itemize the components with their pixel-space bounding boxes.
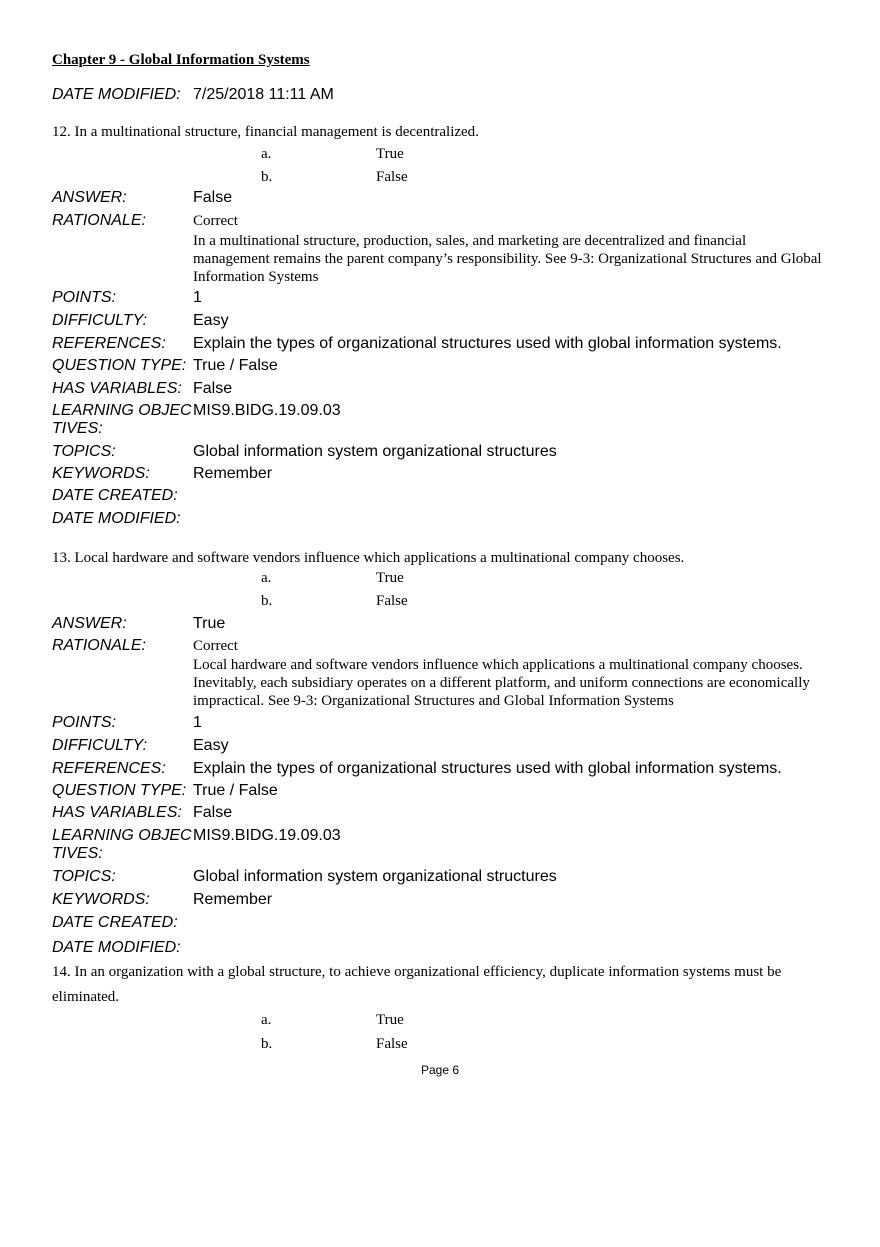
keywords-label: KEYWORDS: xyxy=(52,465,150,482)
question-text: 12. In a multinational structure, financial management is decentralized. xyxy=(52,124,479,140)
question-type-label: QUESTION TYPE: xyxy=(52,357,187,374)
rationale-label: RATIONALE: xyxy=(52,637,146,654)
difficulty-value: Easy xyxy=(193,737,229,754)
difficulty-label: DIFFICULTY: xyxy=(52,312,148,329)
header-date-modified-label: DATE MODIFIED: xyxy=(52,86,181,103)
learning-objectives-value: MIS9.BIDG.19.09.03 xyxy=(193,402,341,419)
option-letter: a. xyxy=(261,570,272,586)
date-created-label: DATE CREATED: xyxy=(52,914,178,931)
option-text: False xyxy=(376,593,408,609)
learning-objectives-label-2: TIVES: xyxy=(52,845,103,862)
learning-objectives-label-2: TIVES: xyxy=(52,420,103,437)
option-letter: b. xyxy=(261,169,273,185)
date-modified-label: DATE MODIFIED: xyxy=(52,939,181,956)
points-label: POINTS: xyxy=(52,289,117,306)
chapter-title: Chapter 9 - Global Information Systems xyxy=(52,52,310,68)
option-text: True xyxy=(376,570,404,586)
learning-objectives-value: MIS9.BIDG.19.09.03 xyxy=(193,827,341,844)
references-label: REFERENCES: xyxy=(52,760,166,777)
answer-label: ANSWER: xyxy=(52,615,127,632)
has-variables-value: False xyxy=(193,380,233,397)
topics-label: TOPICS: xyxy=(52,443,116,460)
answer-value: True xyxy=(193,615,226,632)
question-type-value: True / False xyxy=(193,782,278,799)
option-letter: b. xyxy=(261,593,273,609)
difficulty-value: Easy xyxy=(193,312,229,329)
question-text: 14. In an organization with a global structure, to achieve organizational efficiency, duplicate information systems must be eliminated. xyxy=(52,964,782,1005)
option-text: True xyxy=(376,1012,404,1028)
rationale-body: In a multinational structure, production, sales, and marketing are decentralized and financial management remains the parent company’s responsibility. See 9-3: Organizational Structures and Global Information Systems xyxy=(193,233,822,285)
rationale-body: Local hardware and software vendors influence which applications a multinational company chooses. Inevitably, each subsidiary operates on a different platform, and uniform connections are economically impractical. See 9-3: Organizational Structures and Global Information Systems xyxy=(193,657,810,709)
keywords-value: Remember xyxy=(193,891,273,908)
has-variables-value: False xyxy=(193,804,233,821)
option-text: False xyxy=(376,1036,408,1052)
points-label: POINTS: xyxy=(52,714,117,731)
has-variables-label: HAS VARIABLES: xyxy=(52,804,182,821)
header-date-modified-value: 7/25/2018 11:11 AM xyxy=(193,86,334,103)
option-letter: b. xyxy=(261,1036,273,1052)
keywords-value: Remember xyxy=(193,465,273,482)
option-letter: a. xyxy=(261,1012,272,1028)
rationale-label: RATIONALE: xyxy=(52,212,146,229)
date-modified-label: DATE MODIFIED: xyxy=(52,510,181,527)
topics-value: Global information system organizational structures xyxy=(193,443,557,460)
points-value: 1 xyxy=(193,289,202,306)
answer-label: ANSWER: xyxy=(52,189,127,206)
question-type-label: QUESTION TYPE: xyxy=(52,782,187,799)
option-text: True xyxy=(376,146,404,162)
rationale-head: Correct xyxy=(193,213,238,229)
references-value: Explain the types of organizational structures used with global information systems. xyxy=(193,335,782,352)
references-value: Explain the types of organizational structures used with global information systems. xyxy=(193,760,782,777)
answer-value: False xyxy=(193,189,233,206)
learning-objectives-label-1: LEARNING OBJEC xyxy=(52,402,192,419)
option-letter: a. xyxy=(261,146,272,162)
page-number: Page 6 xyxy=(420,1063,460,1077)
difficulty-label: DIFFICULTY: xyxy=(52,737,148,754)
references-label: REFERENCES: xyxy=(52,335,166,352)
option-text: False xyxy=(376,169,408,185)
question-text: 13. Local hardware and software vendors influence which applications a multinational company chooses. xyxy=(52,550,685,566)
topics-value: Global information system organizational structures xyxy=(193,868,557,885)
rationale-head: Correct xyxy=(193,638,238,654)
has-variables-label: HAS VARIABLES: xyxy=(52,380,182,397)
points-value: 1 xyxy=(193,714,202,731)
date-created-label: DATE CREATED: xyxy=(52,487,178,504)
keywords-label: KEYWORDS: xyxy=(52,891,150,908)
question-type-value: True / False xyxy=(193,357,278,374)
learning-objectives-label-1: LEARNING OBJEC xyxy=(52,827,192,844)
topics-label: TOPICS: xyxy=(52,868,116,885)
